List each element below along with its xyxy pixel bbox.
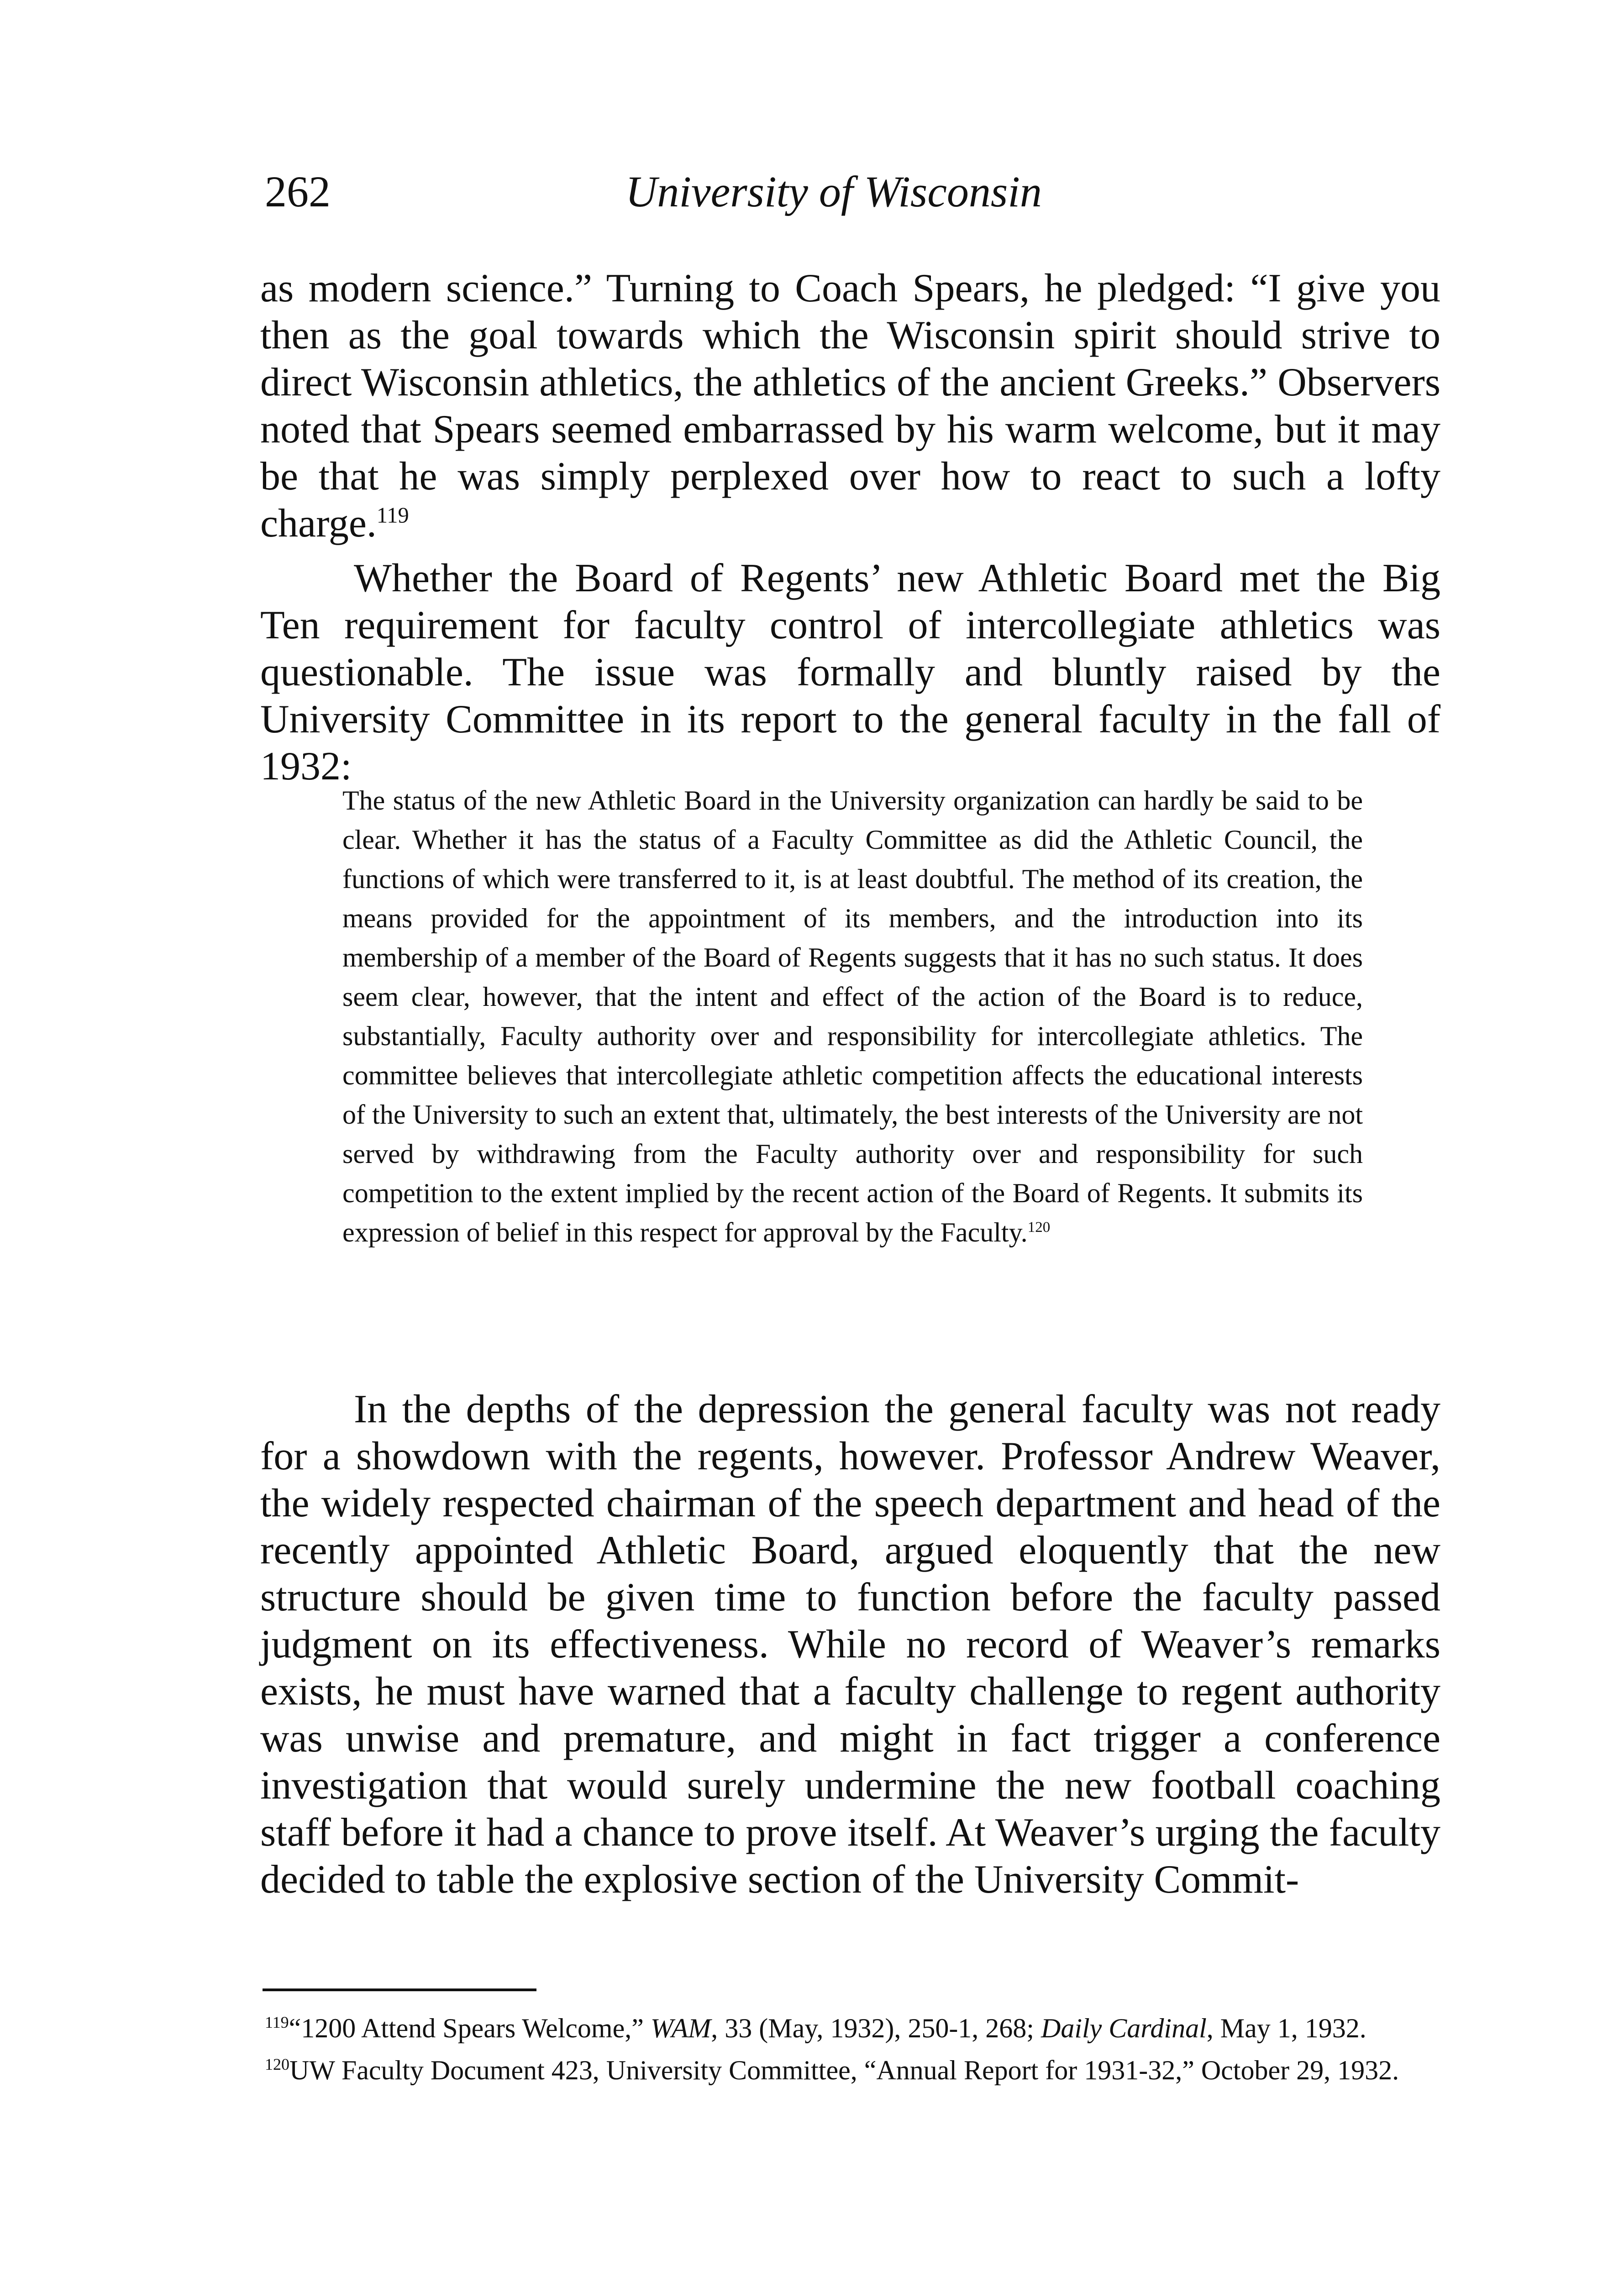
footnotes-section	[265, 2009, 1443, 2093]
body-paragraph-3	[260, 1386, 1440, 1903]
footnote-italic-title: Daily Cardinal	[1041, 2013, 1207, 2043]
footnote-text: “1200 Attend Spears Welcome,”	[289, 2013, 651, 2043]
footnote-text: UW Faculty Document 423, University Committee, “Annual Report for 1931-32,” October 29, 1932.	[289, 2055, 1399, 2085]
running-title: University of Wisconsin	[625, 167, 1042, 216]
footnote-120	[265, 2051, 1443, 2089]
paragraph-3-text: In the depths of the depression the general faculty was not ready for a showdown with the regents, however. Professor Andrew Weaver, the widely respected chairman of the speech department and head of the recently appointed Athletic Board, argued eloquently that the new structure should be given time to function before the faculty passed judgment on its effectiveness. While no record of Weaver’s remarks exists, he must have warned that a faculty challenge to regent authority was unwise and premature, and might in fact trigger a conference investigation that would surely undermine the new football coaching staff before it had a chance to prove itself. At Weaver’s urging the faculty decided to table the explosive section of the University Commit-	[260, 1387, 1440, 1902]
page-header	[265, 160, 1443, 224]
footnote-ref-119: 119	[376, 503, 409, 528]
footnote-italic-title: WAM	[650, 2013, 711, 2043]
block-quotation	[342, 781, 1363, 1252]
quotation-text: The status of the new Athletic Board in the University organization can hardly be said to be clear. Whether it has the status of a Faculty Committee as did the Athletic Council, the functions of which were transferred to it, is at least doubtful. The method of its creation, the means provided for the appointment of its members, and the introduction into its membership of a member of the Board of Regents suggests that it has no such status. It does seem clear, however, that the intent and effect of the action of the Board is to reduce, substantially, Faculty authority over and responsibility for intercollegiate athletics. The committee believes that intercollegiate athletic competition affects the educational interests of the University to such an extent that, ultimately, the best interests of the University are not served by withdrawing from the Faculty authority over and responsibility for such competition to the extent implied by the recent action of the Board of Regents. It submits its expression of belief in this respect for approval by the Faculty.	[342, 785, 1363, 1247]
footnote-separator	[263, 1988, 536, 1991]
footnote-text: , May 1, 1932.	[1206, 2013, 1366, 2043]
paragraph-2-text: Whether the Board of Regents’ new Athletic Board met the Big Ten requirement for faculty control of intercollegiate athletics was questionable. The issue was formally and bluntly raised by the University Committee in its report to the general faculty in the fall of 1932:	[260, 556, 1440, 789]
paragraph-1-text: as modern science.” Turning to Coach Spears, he pledged: “I give you then as the goal towards which the Wisconsin spirit should strive to direct Wisconsin athletics, the athletics of the ancient Greeks.” Observers noted that Spears seemed embarrassed by his warm welcome, but it may be that he was simply perplexed over how to react to such a lofty charge.	[260, 266, 1440, 546]
footnote-119	[265, 2009, 1443, 2047]
page-number: 262	[265, 167, 331, 216]
body-paragraph-2	[260, 555, 1440, 790]
footnote-number: 119	[265, 2013, 289, 2031]
footnote-number: 120	[265, 2055, 289, 2073]
body-paragraph-1	[260, 265, 1440, 547]
footnote-text: , 33 (May, 1932), 250-1, 268;	[711, 2013, 1041, 2043]
footnote-ref-120: 120	[1027, 1219, 1051, 1236]
